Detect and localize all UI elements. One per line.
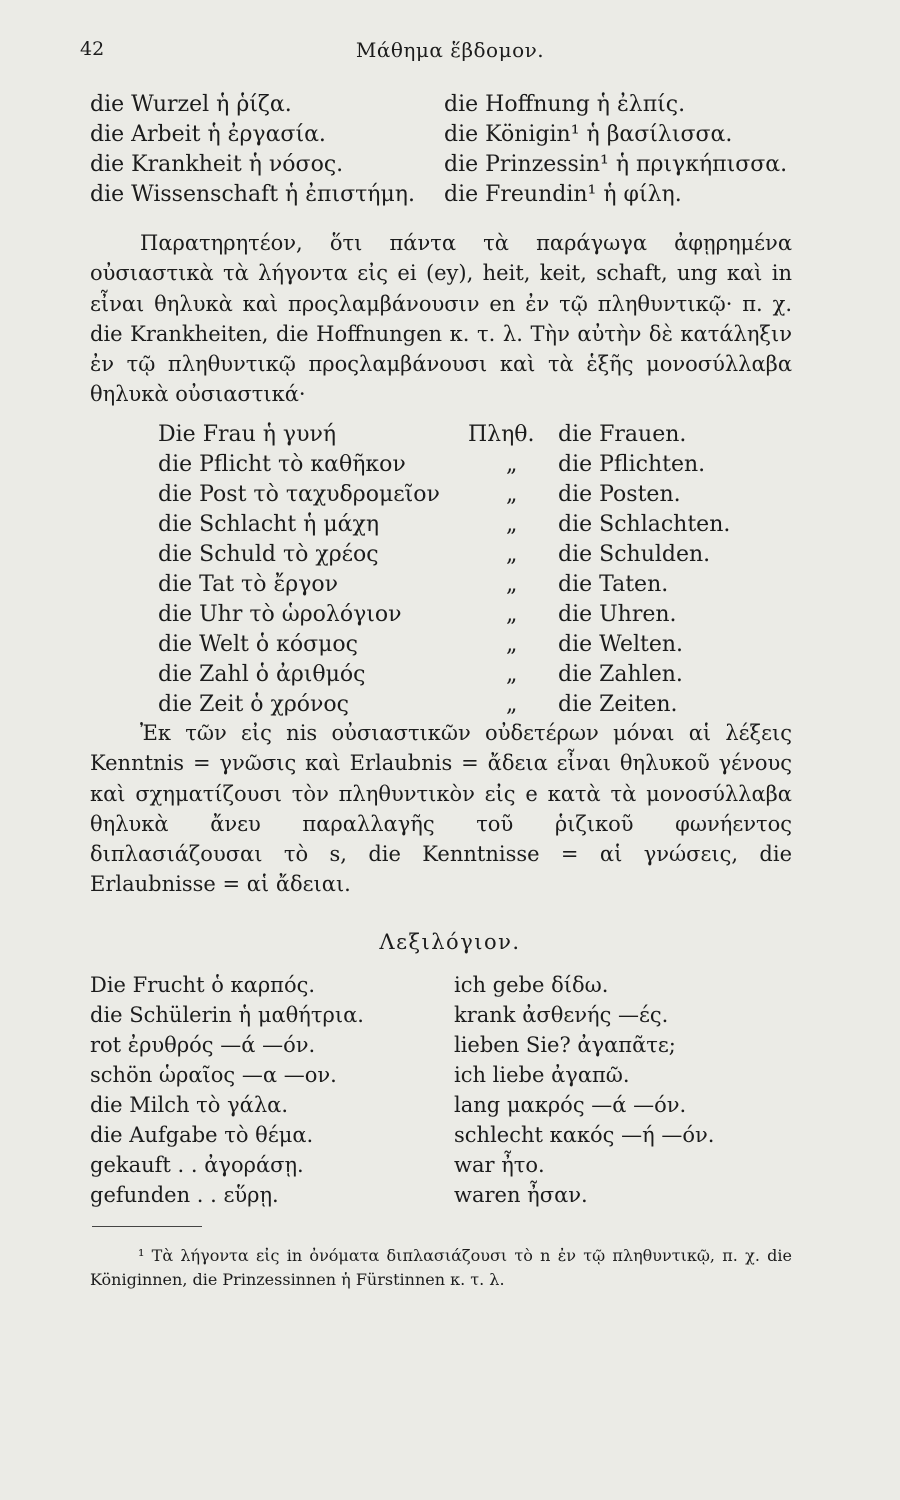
lexicon-entry: rot ἐρυθρός —ά —όν. bbox=[90, 1033, 316, 1057]
plural-form: die Pflichten. bbox=[558, 452, 706, 477]
lexicon-entry: gefunden . . εὕρῃ. bbox=[90, 1183, 279, 1207]
lexicon-entry: schlecht κακός —ή —όν. bbox=[454, 1123, 715, 1147]
vocab-row bbox=[90, 90, 820, 120]
singular-form: die Schuld τὸ χρέος bbox=[158, 542, 379, 567]
singular-form: die Zeit ὁ χρόνος bbox=[158, 692, 349, 717]
plural-form: die Schlachten. bbox=[558, 512, 731, 537]
table-row bbox=[158, 570, 778, 600]
vocabulary-list-top bbox=[90, 90, 820, 210]
lexicon-entry: krank ἀσθενής —ές. bbox=[454, 1003, 669, 1027]
plural-form: die Zeiten. bbox=[558, 692, 678, 717]
vocab-entry: die Wurzel ἡ ῥίζα. bbox=[90, 92, 292, 117]
ditto-mark: „ bbox=[506, 512, 518, 537]
table-row bbox=[158, 480, 778, 510]
table-row bbox=[158, 600, 778, 630]
singular-form: die Schlacht ἡ μάχη bbox=[158, 512, 380, 537]
ditto-mark: „ bbox=[506, 542, 518, 567]
list-item bbox=[90, 1060, 820, 1090]
table-row bbox=[158, 420, 778, 450]
singular-form: die Welt ὁ κόσμος bbox=[158, 632, 358, 657]
footnote bbox=[90, 1244, 792, 1292]
footnote-text: ¹ Τὰ λήγοντα εἰς in ὀνόματα διπλασιάζουσι τὸ n ἐν τῷ πληθυντικῷ, π. χ. die Königinnen, die Prinzessinnen ἡ Fürstinnen κ. τ. λ. bbox=[90, 1246, 792, 1289]
list-item bbox=[90, 1000, 820, 1030]
ditto-mark: „ bbox=[506, 482, 518, 507]
lexicon-entry: die Milch τὸ γάλα. bbox=[90, 1093, 288, 1117]
page-header bbox=[80, 38, 820, 68]
vocab-row bbox=[90, 180, 820, 210]
list-item bbox=[90, 970, 820, 1000]
lexicon-entry: Die Frucht ὁ καρπός. bbox=[90, 973, 316, 997]
list-item bbox=[90, 1180, 820, 1210]
plural-label: Πληθ. bbox=[468, 422, 535, 447]
table-row bbox=[158, 630, 778, 660]
vocab-entry: die Krankheit ἡ νόσος. bbox=[90, 152, 344, 177]
singular-form: Die Frau ἡ γυνή bbox=[158, 422, 336, 447]
vocab-entry: die Prinzessin¹ ἡ πριγκήπισσα. bbox=[444, 152, 788, 177]
lexicon-list bbox=[90, 970, 820, 1210]
vocab-entry: die Königin¹ ἡ βασίλισσα. bbox=[444, 122, 733, 147]
plural-form: die Zahlen. bbox=[558, 662, 683, 687]
plural-form: die Frauen. bbox=[558, 422, 687, 447]
grammar-note-paragraph bbox=[90, 228, 792, 410]
singular-form: die Zahl ὁ ἀριθμός bbox=[158, 662, 366, 687]
lexicon-entry: die Aufgabe τὸ θέμα. bbox=[90, 1123, 314, 1147]
ditto-mark: „ bbox=[506, 632, 518, 657]
lexicon-entry: lang μακρός —ά —όν. bbox=[454, 1093, 687, 1117]
paragraph-text: Ἐκ τῶν εἰς nis οὐσιαστικῶν οὐδετέρων μόναι αἱ λέξεις Kenntnis = γνῶσις καὶ Erlaubnis = ἄδεια εἶναι θηλυκοῦ γένους καὶ σχηματίζουσι τὸν πληθυντικὸν εἰς e κατὰ τὰ μονοσύλλαβα θηλυκὰ ἄνευ παραλλαγῆς τοῦ ῥιζικοῦ φωνήεντος διπλασιάζουσαι τὸ s, die Kenntnisse = αἱ γνώσεις, die Erlaubnisse = αἱ ἄδειαι. bbox=[90, 721, 792, 897]
lexicon-heading: Λεξιλόγιον. bbox=[379, 930, 521, 954]
plural-form: die Taten. bbox=[558, 572, 669, 597]
vocab-entry: die Arbeit ἡ ἐργασία. bbox=[90, 122, 326, 147]
table-row bbox=[158, 450, 778, 480]
table-row bbox=[158, 660, 778, 690]
lexicon-entry: gekauft . . ἀγοράσῃ. bbox=[90, 1153, 304, 1177]
vocab-row bbox=[90, 120, 820, 150]
vocab-entry: die Freundin¹ ἡ φίλη. bbox=[444, 182, 682, 207]
vocab-row bbox=[90, 150, 820, 180]
vocab-entry: die Wissenschaft ἡ ἐπιστήμη. bbox=[90, 182, 415, 207]
ditto-mark: „ bbox=[506, 692, 518, 717]
table-row bbox=[158, 690, 778, 720]
lexicon-entry: war ἦτο. bbox=[454, 1153, 545, 1177]
list-item bbox=[90, 1150, 820, 1180]
ditto-mark: „ bbox=[506, 662, 518, 687]
list-item bbox=[90, 1120, 820, 1150]
plural-form: die Schulden. bbox=[558, 542, 711, 567]
singular-form: die Tat τὸ ἔργον bbox=[158, 572, 338, 597]
singular-form: die Uhr τὸ ὡρολόγιον bbox=[158, 602, 402, 627]
lexicon-entry: die Schülerin ἡ μαθήτρια. bbox=[90, 1003, 364, 1027]
lexicon-entry: schön ὡραῖος —α —ον. bbox=[90, 1063, 337, 1087]
ditto-mark: „ bbox=[506, 572, 518, 597]
ditto-mark: „ bbox=[506, 602, 518, 627]
singular-form: die Pflicht τὸ καθῆκον bbox=[158, 452, 406, 477]
table-row bbox=[158, 540, 778, 570]
ditto-mark: „ bbox=[506, 452, 518, 477]
table-row bbox=[158, 510, 778, 540]
paragraph-text: Παρατηρητέον, ὅτι πάντα τὰ παράγωγα ἀφῃρημένα οὐσιαστικὰ τὰ λήγοντα εἰς ei (ey), heit, keit, schaft, ung καὶ in εἶναι θηλυκὰ καὶ προςλαμβάνουσιν en ἐν τῷ πληθυντικῷ· π. χ. die Krankheiten, die Hoffnungen κ. τ. λ. Τὴν αὐτὴν δὲ κατάληξιν ἐν τῷ πληθυντικῷ προςλαμβάνουσι καὶ τὰ ἑξῆς μονοσύλλαβα θηλυκὰ οὐσιαστικά· bbox=[90, 231, 792, 407]
plural-form: die Posten. bbox=[558, 482, 681, 507]
list-item bbox=[90, 1030, 820, 1060]
lexicon-entry: ich liebe ἀγαπῶ. bbox=[454, 1063, 630, 1087]
nis-nouns-paragraph bbox=[90, 718, 792, 900]
vocab-entry: die Hoffnung ἡ ἐλπίς. bbox=[444, 92, 686, 117]
page-number: 42 bbox=[80, 38, 105, 60]
lexicon-entry: lieben Sie? ἀγαπᾶτε; bbox=[454, 1033, 676, 1057]
lexicon-entry: ich gebe δίδω. bbox=[454, 973, 609, 997]
footnote-divider bbox=[92, 1226, 202, 1227]
list-item bbox=[90, 1090, 820, 1120]
plural-table bbox=[158, 420, 778, 720]
plural-form: die Welten. bbox=[558, 632, 684, 657]
singular-form: die Post τὸ ταχυδρομεῖον bbox=[158, 482, 440, 507]
lexicon-entry: waren ἦσαν. bbox=[454, 1183, 588, 1207]
running-title: Μάθημα ἕβδομον. bbox=[355, 38, 545, 62]
plural-form: die Uhren. bbox=[558, 602, 677, 627]
